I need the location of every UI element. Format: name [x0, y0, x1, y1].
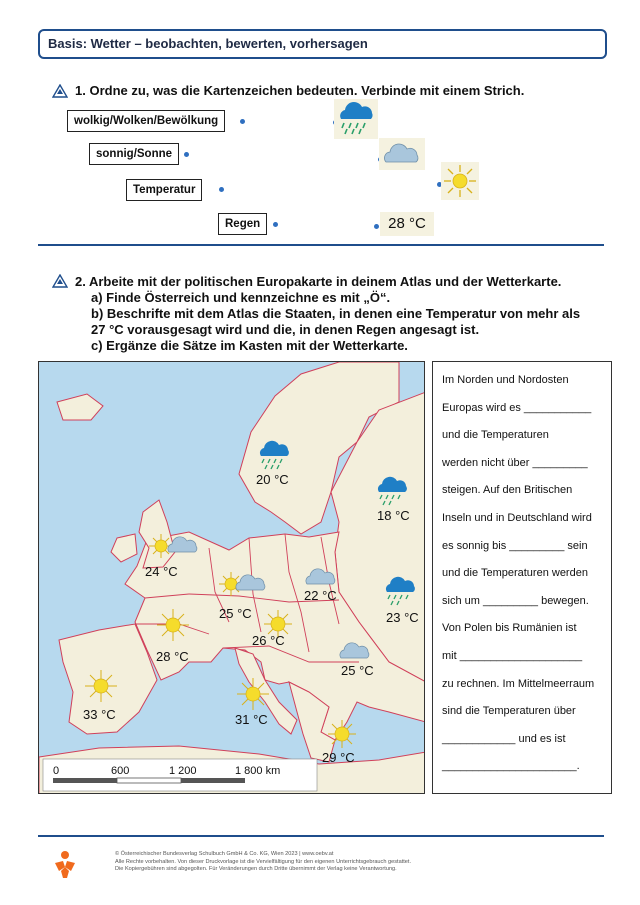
task1-title: 1. Ordne zu, was die Kartenzeichen bedeuten. Verbinde mit einem Strich.	[75, 83, 525, 98]
label-regen: Regen	[218, 213, 267, 235]
label-temperatur: Temperatur	[126, 179, 202, 201]
section-divider	[38, 244, 604, 246]
europe-weather-map	[38, 361, 425, 794]
map-temp-label: 28 °C	[156, 649, 189, 664]
cloze-line: werden nicht über _________	[442, 456, 588, 469]
map-temp-label: 25 °C	[219, 606, 252, 621]
footer-line: © Österreichischer Bundesverlag Schulbuch GmbH & Co. KG, Wien 2023 | www.oebv.at	[115, 851, 334, 857]
temperature-symbol: 28 °C	[380, 212, 434, 236]
sun-icon	[441, 162, 479, 200]
map-temp-label: 23 °C	[386, 610, 419, 625]
cloze-line: es sonnig bis _________ sein	[442, 539, 588, 552]
map-temp-label: 20 °C	[256, 472, 289, 487]
map-temp-label: 31 °C	[235, 712, 268, 727]
connector-dot[interactable]	[184, 152, 189, 157]
cloze-line: zu rechnen. Im Mittelmeerraum	[442, 677, 595, 690]
cloze-line: sich um _________ bewegen.	[442, 594, 589, 607]
rain-cloud-icon	[334, 99, 378, 139]
cloze-line: Inseln und in Deutschland wird	[442, 511, 592, 524]
cloze-line: Europas wird es ___________	[442, 401, 592, 414]
map-temp-label: 18 °C	[377, 508, 410, 523]
map-temp-label: 22 °C	[304, 588, 337, 603]
publisher-logo-icon	[52, 849, 78, 879]
task2-line-c: c) Ergänze die Sätze im Kasten mit der Wetterkarte.	[91, 338, 408, 353]
scale-label: 1 800 km	[235, 765, 281, 777]
cloze-line: und die Temperaturen werden	[442, 567, 588, 580]
task2-line-b2: 27 °C vorausgesagt wird und die, in denen Regen angesagt ist.	[91, 322, 480, 337]
cloze-line: ______________________.	[442, 760, 580, 773]
task2-line-a: a) Finde Österreich und kennzeichne es mit „Ö“.	[91, 290, 391, 305]
map-temp-label: 29 °C	[322, 750, 355, 765]
footer-line: Alle Rechte vorbehalten. Von dieser Druckvorlage ist die Vervielfältigung für den eigenen Unterrichtsgebrauch gestattet.	[115, 858, 412, 865]
cloze-line: Von Polen bis Rumänien ist	[442, 622, 577, 635]
label-sonnig: sonnig/Sonne	[89, 143, 179, 165]
task2-line-1: 2. Arbeite mit der politischen Europakarte in deinem Atlas und der Wetterkarte.	[75, 274, 562, 289]
map-temp-label: 26 °C	[252, 633, 285, 648]
cloze-line: steigen. Auf den Britischen	[442, 484, 573, 497]
task2-line-b: b) Beschrifte mit dem Atlas die Staaten, in denen eine Temperatur von mehr als	[91, 306, 581, 321]
sun-icon	[328, 720, 356, 748]
scale-label: 600	[111, 765, 130, 777]
footer-divider	[38, 835, 604, 837]
map-temp-label: 33 °C	[83, 707, 116, 722]
task-level-icon	[52, 274, 68, 288]
cloze-line: Im Norden und Nordosten	[442, 374, 569, 386]
europe-land	[39, 362, 425, 794]
scale-bar	[53, 778, 245, 783]
connector-dot[interactable]	[374, 224, 379, 229]
footer-copyright	[115, 851, 411, 874]
worksheet-header: Basis: Wetter – beobachten, bewerten, vorhersagen	[38, 29, 607, 59]
cloze-line: mit ____________________	[442, 649, 583, 662]
cloze-line: sind die Temperaturen über	[442, 705, 576, 718]
map-temp-label: 25 °C	[341, 663, 374, 678]
map-temp-label: 24 °C	[145, 564, 178, 579]
connector-dot[interactable]	[219, 187, 224, 192]
cloze-line: und die Temperaturen	[442, 429, 549, 442]
label-wolkig: wolkig/Wolken/Bewölkung	[67, 110, 225, 132]
scale-label: 0	[53, 765, 60, 777]
connector-dot[interactable]	[273, 222, 278, 227]
task-level-icon	[52, 84, 68, 98]
scale-label: 1 200	[169, 765, 197, 777]
connector-dot[interactable]	[240, 119, 245, 124]
cloud-icon	[379, 138, 425, 170]
footer-line: Die Kopiergebühren sind abgegolten. Für Veränderungen durch Dritte übernimmt der Verlag keine Verantwortung.	[115, 866, 397, 872]
cloze-text-box[interactable]	[432, 361, 612, 794]
cloze-line: ____________ und es ist	[442, 732, 566, 745]
